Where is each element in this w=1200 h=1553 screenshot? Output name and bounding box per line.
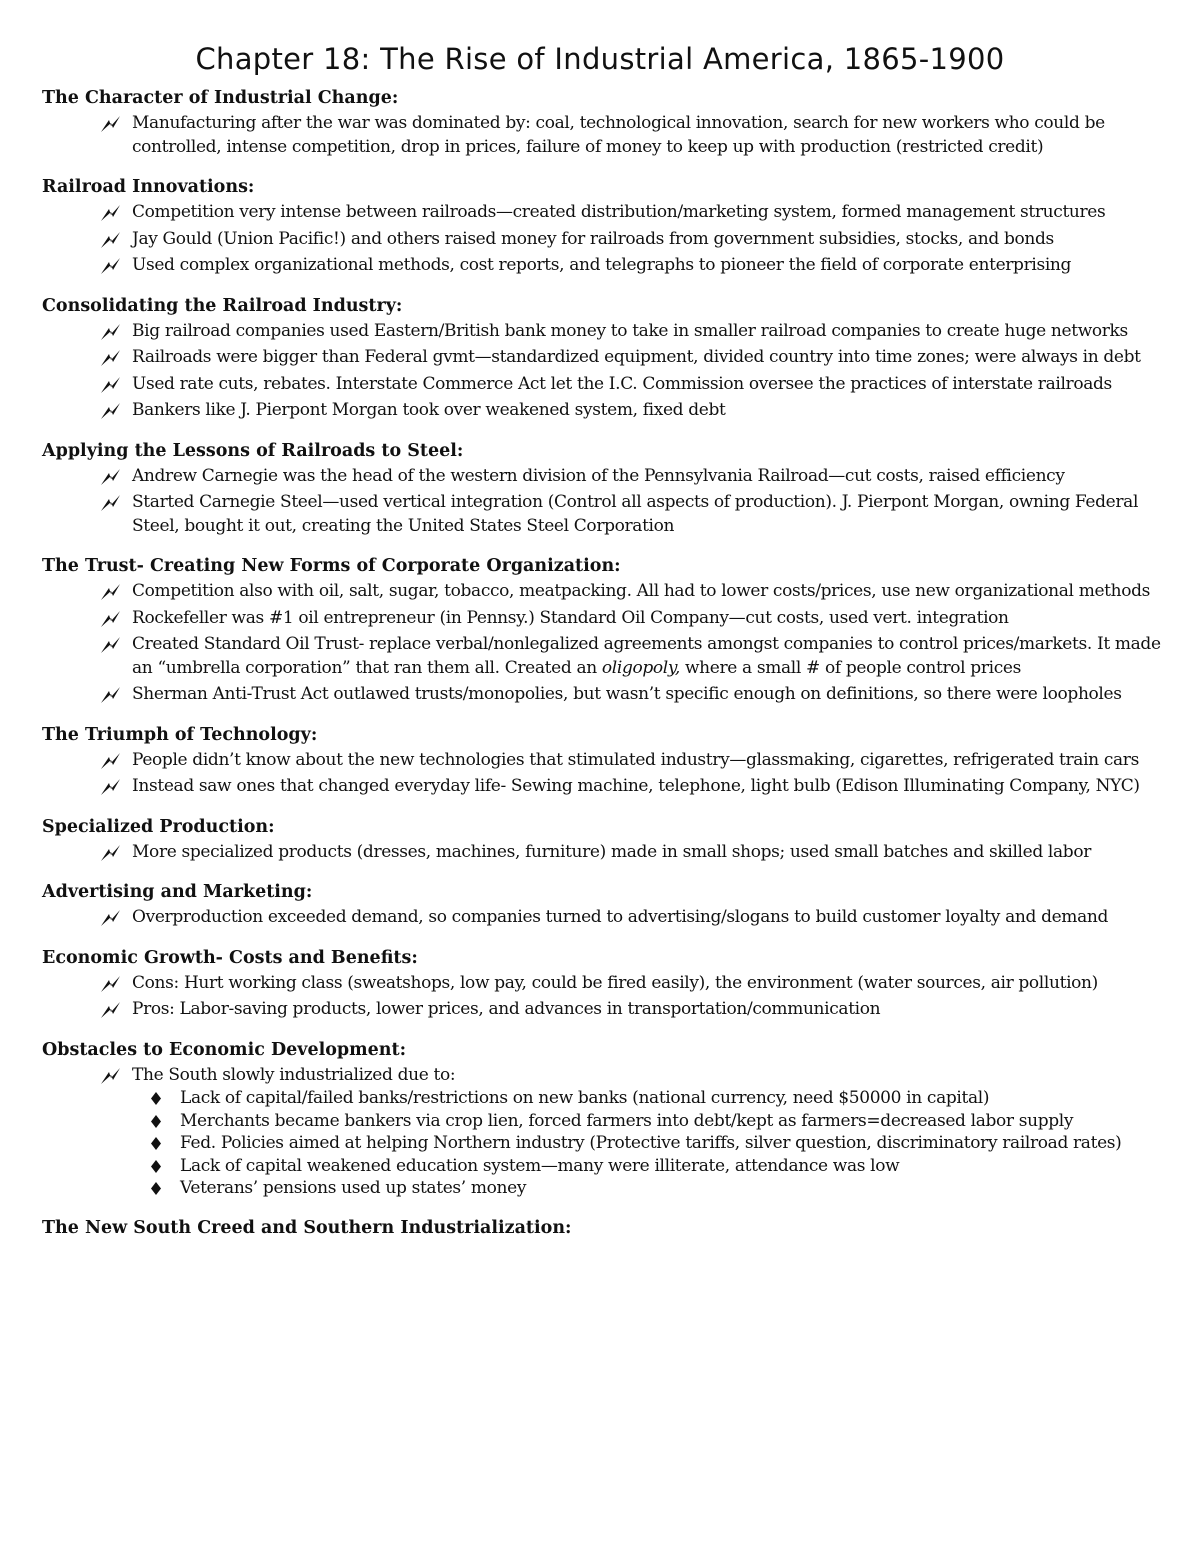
diamond-icon (150, 1159, 162, 1174)
bullet-list (42, 841, 1162, 865)
list-item-text: Competition very intense between railroads—created distribution/marketing system, formed management structures (132, 202, 1106, 222)
sub-list-item (150, 1087, 1162, 1110)
list-item-text: Railroads were bigger than Federal gvmt—standardized equipment, divided country into time zones; were always in debt (132, 347, 1141, 367)
list-item-text: Sherman Anti-Trust Act outlawed trusts/monopolies, but wasn’t specific enough on definitions, so there were loopholes (132, 684, 1122, 704)
sub-list-item-text: Lack of capital/failed banks/restrictions on new banks (national currency, need $50000 in capital) (180, 1088, 990, 1108)
section-advertising-and-marketing (42, 880, 1162, 930)
list-item (100, 465, 1162, 489)
section-lessons-railroads-to-steel (42, 439, 1162, 539)
lightning-bolt-icon (100, 583, 122, 601)
section-specialized-production (42, 815, 1162, 865)
sub-list-item-text: Veterans’ pensions used up states’ money (180, 1178, 527, 1198)
bullet-list (42, 112, 1162, 159)
list-item (100, 320, 1162, 344)
list-item-text: Rockefeller was #1 oil entrepreneur (in Pennsy.) Standard Oil Company—cut costs, used vert. integration (132, 607, 1009, 628)
diamond-icon (150, 1091, 162, 1106)
list-item (100, 399, 1162, 423)
lightning-bolt-icon (100, 909, 122, 927)
list-item-text: Pros: Labor-saving products, lower prices, and advances in transportation/communication (132, 999, 881, 1019)
sub-list-item (150, 1155, 1162, 1178)
list-item-text: Used rate cuts, rebates. Interstate Commerce Act let the I.C. Commission oversee the practices of interstate railroads (132, 373, 1112, 394)
section-heading: Specialized Production: (42, 816, 275, 837)
lightning-bolt-icon (100, 349, 122, 367)
diamond-icon (150, 1136, 162, 1151)
lightning-bolt-icon (100, 402, 122, 420)
lightning-bolt-icon (100, 323, 122, 341)
section-heading: Applying the Lessons of Railroads to Steel: (42, 440, 464, 461)
list-item (100, 254, 1162, 278)
list-item (100, 775, 1162, 799)
section-heading: Railroad Innovations: (42, 177, 255, 197)
list-item (100, 491, 1162, 538)
document-body (42, 86, 1162, 1256)
bullet-list (42, 749, 1162, 799)
list-item-text-tail: where a small # of people control prices (684, 657, 1021, 678)
list-item-text: More specialized products (dresses, machines, furniture) made in small shops; used small batches and skilled labor (132, 841, 1091, 862)
list-item (100, 633, 1162, 680)
section-heading: Consolidating the Railroad Industry: (42, 295, 403, 316)
lightning-bolt-icon (100, 778, 122, 796)
lightning-bolt-icon (100, 1001, 122, 1019)
diamond-icon (150, 1181, 162, 1196)
page-title: Chapter 18: The Rise of Industrial America, 1865-1900 (195, 42, 1005, 76)
lightning-bolt-icon (100, 686, 122, 704)
list-item (100, 580, 1162, 604)
list-item-text: Andrew Carnegie was the head of the western division of the Pennsylvania Railroad—cut costs, raised efficiency (132, 465, 1065, 486)
lightning-bolt-icon (100, 975, 122, 993)
list-item (100, 201, 1162, 225)
section-character-of-industrial-change (42, 86, 1162, 159)
list-item-text: Created Standard Oil Trust- replace verbal/nonlegalized agreements amongst companies to control prices/markets. It made an “umbrella corporation” that ran them all. Created an (132, 634, 1161, 678)
lightning-bolt-icon (100, 1067, 122, 1085)
list-item (100, 607, 1162, 631)
list-item (100, 972, 1162, 996)
section-new-south-creed (42, 1216, 1162, 1240)
lightning-bolt-icon (100, 468, 122, 486)
section-heading: Obstacles to Economic Development: (42, 1039, 407, 1060)
sub-list-item-text: Merchants became bankers via crop lien, forced farmers into debt/kept as farmers=decreased labor supply (180, 1110, 1074, 1131)
diamond-icon (150, 1114, 162, 1129)
section-obstacles-economic-development (42, 1038, 1162, 1200)
lightning-bolt-icon (100, 115, 122, 133)
bullet-list (42, 972, 1162, 1022)
bullet-list (42, 906, 1162, 930)
section-heading: The Character of Industrial Change: (42, 88, 399, 108)
lightning-bolt-icon (100, 257, 122, 275)
section-heading: Economic Growth- Costs and Benefits: (42, 947, 418, 968)
section-heading: Advertising and Marketing: (42, 882, 313, 902)
section-heading: The New South Creed and Southern Industrialization: (42, 1217, 572, 1238)
lightning-bolt-icon (100, 494, 122, 512)
section-economic-growth (42, 946, 1162, 1022)
section-the-trust (42, 554, 1162, 707)
list-item-text: Jay Gould (Union Pacific!) and others raised money for railroads from government subsidies, stocks, and bonds (132, 228, 1054, 249)
list-item (100, 841, 1162, 865)
bullet-list (42, 1064, 1162, 1200)
list-item (100, 998, 1162, 1022)
bullet-list (42, 320, 1162, 423)
section-consolidating-railroad-industry (42, 294, 1162, 423)
section-railroad-innovations (42, 175, 1162, 278)
list-item-text: Used complex organizational methods, cost reports, and telegraphs to pioneer the field of corporate enterprising (132, 255, 1072, 275)
list-item-text: Competition also with oil, salt, sugar, tobacco, meatpacking. All had to lower costs/prices, use new organizational methods (132, 581, 1151, 601)
sub-bullet-list (132, 1087, 1162, 1200)
section-triumph-of-technology (42, 723, 1162, 799)
bullet-list (42, 580, 1162, 707)
section-heading: The Triumph of Technology: (42, 724, 318, 745)
list-item (100, 228, 1162, 252)
lightning-bolt-icon (100, 610, 122, 628)
list-item (100, 373, 1162, 397)
list-item (100, 1064, 1162, 1200)
section-heading: The Trust- Creating New Forms of Corporate Organization: (42, 556, 621, 576)
sub-list-item (150, 1132, 1162, 1155)
lightning-bolt-icon (100, 844, 122, 862)
list-item-text: Overproduction exceeded demand, so companies turned to advertising/slogans to build customer loyalty and demand (132, 907, 1108, 927)
sub-list-item (150, 1110, 1162, 1133)
list-item-text: Big railroad companies used Eastern/British bank money to take in smaller railroad companies to create huge networks (132, 320, 1128, 341)
sub-list-item-text: Lack of capital weakened education system—many were illiterate, attendance was low (180, 1155, 900, 1176)
italic-term: oligopoly, (601, 657, 680, 678)
lightning-bolt-icon (100, 636, 122, 654)
bullet-list (42, 465, 1162, 539)
lightning-bolt-icon (100, 752, 122, 770)
list-item-text: Manufacturing after the war was dominated by: coal, technological innovation, search for new workers who could be controlled, intense competition, drop in prices, failure of money to keep up with production (restricted credit) (132, 113, 1105, 157)
list-item-text: Cons: Hurt working class (sweatshops, low pay, could be fired easily), the environment (water sources, air pollution) (132, 972, 1098, 993)
list-item (100, 112, 1162, 159)
list-item (100, 346, 1162, 370)
list-item (100, 683, 1162, 707)
list-item-text: The South slowly industrialized due to: (132, 1064, 456, 1085)
lightning-bolt-icon (100, 204, 122, 222)
bullet-list (42, 201, 1162, 278)
sub-list-item (150, 1177, 1162, 1200)
lightning-bolt-icon (100, 231, 122, 249)
list-item-text: Instead saw ones that changed everyday life- Sewing machine, telephone, light bulb (Edison Illuminating Company, NYC) (132, 776, 1140, 796)
list-item-text: People didn’t know about the new technologies that stimulated industry—glassmaking, cigarettes, refrigerated train cars (132, 749, 1139, 770)
lightning-bolt-icon (100, 376, 122, 394)
list-item-text: Started Carnegie Steel—used vertical integration (Control all aspects of production). J. Pierpont Morgan, owning Federal Steel, bought it out, creating the United States Steel Corporation (132, 492, 1139, 536)
list-item (100, 749, 1162, 773)
list-item-text: Bankers like J. Pierpont Morgan took over weakened system, fixed debt (132, 400, 726, 420)
list-item (100, 906, 1162, 930)
sub-list-item-text: Fed. Policies aimed at helping Northern industry (Protective tariffs, silver question, discriminatory railroad rates) (180, 1133, 1122, 1153)
